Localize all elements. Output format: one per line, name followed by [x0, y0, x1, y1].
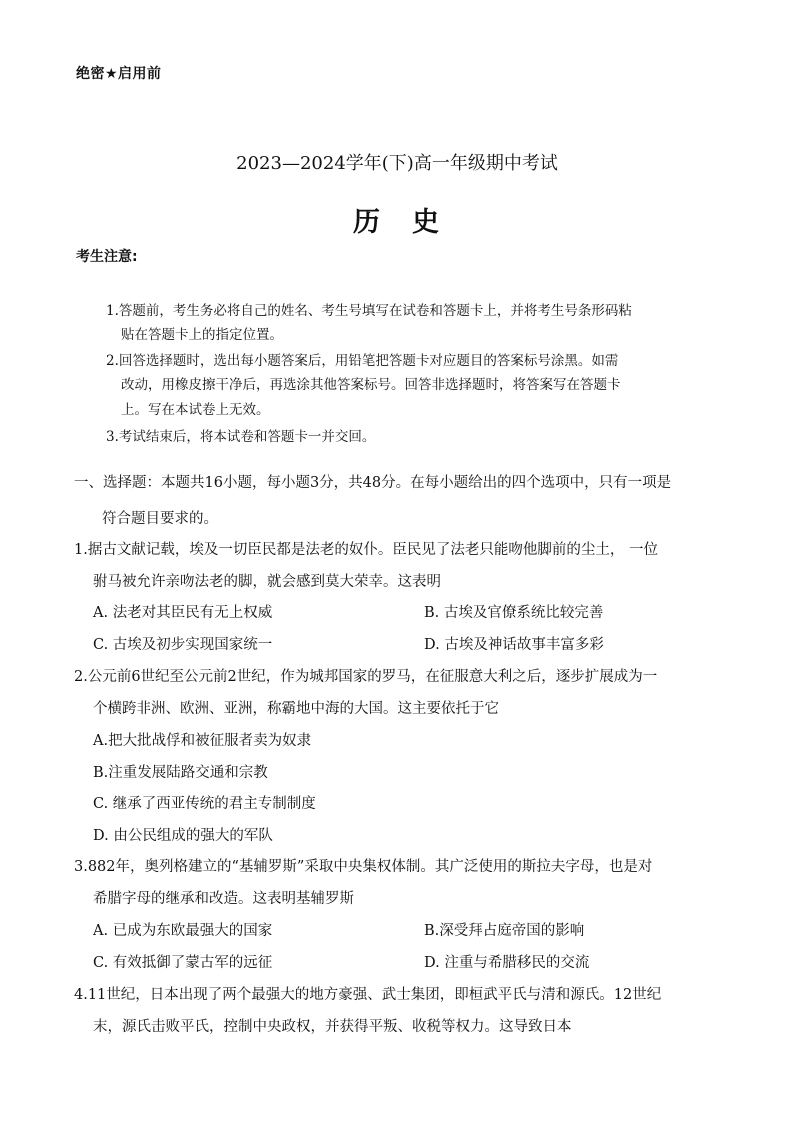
- section-heading: 一、选择题：本题共16小题，每小题3分，共48分。在每小题给出的四个选项中，只有一项是: [74, 475, 672, 491]
- notice-title: 考生注意:: [76, 249, 138, 265]
- question-3-text: 3.882年，奥列格建立的“基辅罗斯”采取中央集权体制。其广泛使用的斯拉夫字母，也是对: [74, 859, 653, 875]
- question-1-option-c: C. 古埃及初步实现国家统一: [93, 637, 273, 653]
- question-2-option-c: C. 继承了西亚传统的君主专制制度: [93, 796, 316, 812]
- question-2-option-a: A.把大批战俘和被征服者卖为奴隶: [93, 733, 312, 749]
- notice-line: 3.考试结束后，将本试卷和答题卡一并交回。: [106, 429, 376, 445]
- question-2-text-cont: 个横跨非洲、欧洲、亚洲，称霸地中海的大国。这主要依托于它: [93, 701, 499, 717]
- subject-char-2: 史: [412, 207, 441, 238]
- question-4-text: 4.11世纪，日本出现了两个最强大的地方豪强、武士集团，即桓武平氏与清和源氏。12世纪: [74, 987, 662, 1003]
- question-3-text-cont: 希腊字母的继承和改造。这表明基辅罗斯: [93, 891, 354, 907]
- notice-line: 2.回答选择题时，选出每小题答案后，用铅笔把答题卡对应题目的答案标号涂黑。如需: [106, 353, 619, 369]
- notice-line: 改动，用橡皮擦干净后，再选涂其他答案标号。回答非选择题时，将答案写在答题卡: [121, 377, 621, 393]
- question-1-option-a: A. 法老对其臣民有无上权威: [93, 605, 273, 621]
- notice-line: 上。写在本试卷上无效。: [121, 402, 270, 418]
- subject-char-1: 历: [353, 207, 382, 238]
- question-3-option-d: D. 注重与希腊移民的交流: [424, 955, 590, 971]
- question-2-text: 2.公元前6世纪至公元前2世纪，作为城邦国家的罗马，在征服意大利之后，逐步扩展成为一: [74, 669, 658, 685]
- question-1-text-cont: 驸马被允许亲吻法老的脚，就会感到莫大荣幸。这表明: [93, 574, 441, 590]
- secret-label: 绝密★启用前: [76, 66, 162, 82]
- question-3-option-b: B.深受拜占庭帝国的影响: [424, 923, 585, 939]
- question-3-option-a: A. 已成为东欧最强大的国家: [93, 923, 273, 939]
- question-3-option-c: C. 有效抵御了蒙古军的远征: [93, 955, 273, 971]
- question-1-text: 1.据古文献记载，埃及一切臣民都是法老的奴仆。臣民见了法老只能吻他脚前的尘土， 一位: [74, 542, 658, 558]
- question-4-text-cont: 末，源氏击败平氏，控制中央政权，并获得平叛、收税等权力。这导致日本: [93, 1019, 572, 1035]
- notice-line: 1.答题前，考生务必将自己的姓名、考生号填写在试卷和答题卡上，并将考生号条形码粘: [106, 303, 632, 319]
- exam-title: 2023—2024学年(下)高一年级期中考试: [236, 153, 558, 174]
- question-2-option-d: D. 由公民组成的强大的军队: [93, 828, 273, 844]
- section-heading-cont: 符合题目要求的。: [102, 511, 218, 527]
- question-2-option-b: B.注重发展陆路交通和宗教: [93, 765, 268, 781]
- question-1-option-b: B. 古埃及官僚系统比较完善: [424, 605, 604, 621]
- notice-line: 贴在答题卡上的指定位置。: [121, 327, 283, 343]
- question-1-option-d: D. 古埃及神话故事丰富多彩: [424, 637, 604, 653]
- subject-title: [0, 200, 794, 239]
